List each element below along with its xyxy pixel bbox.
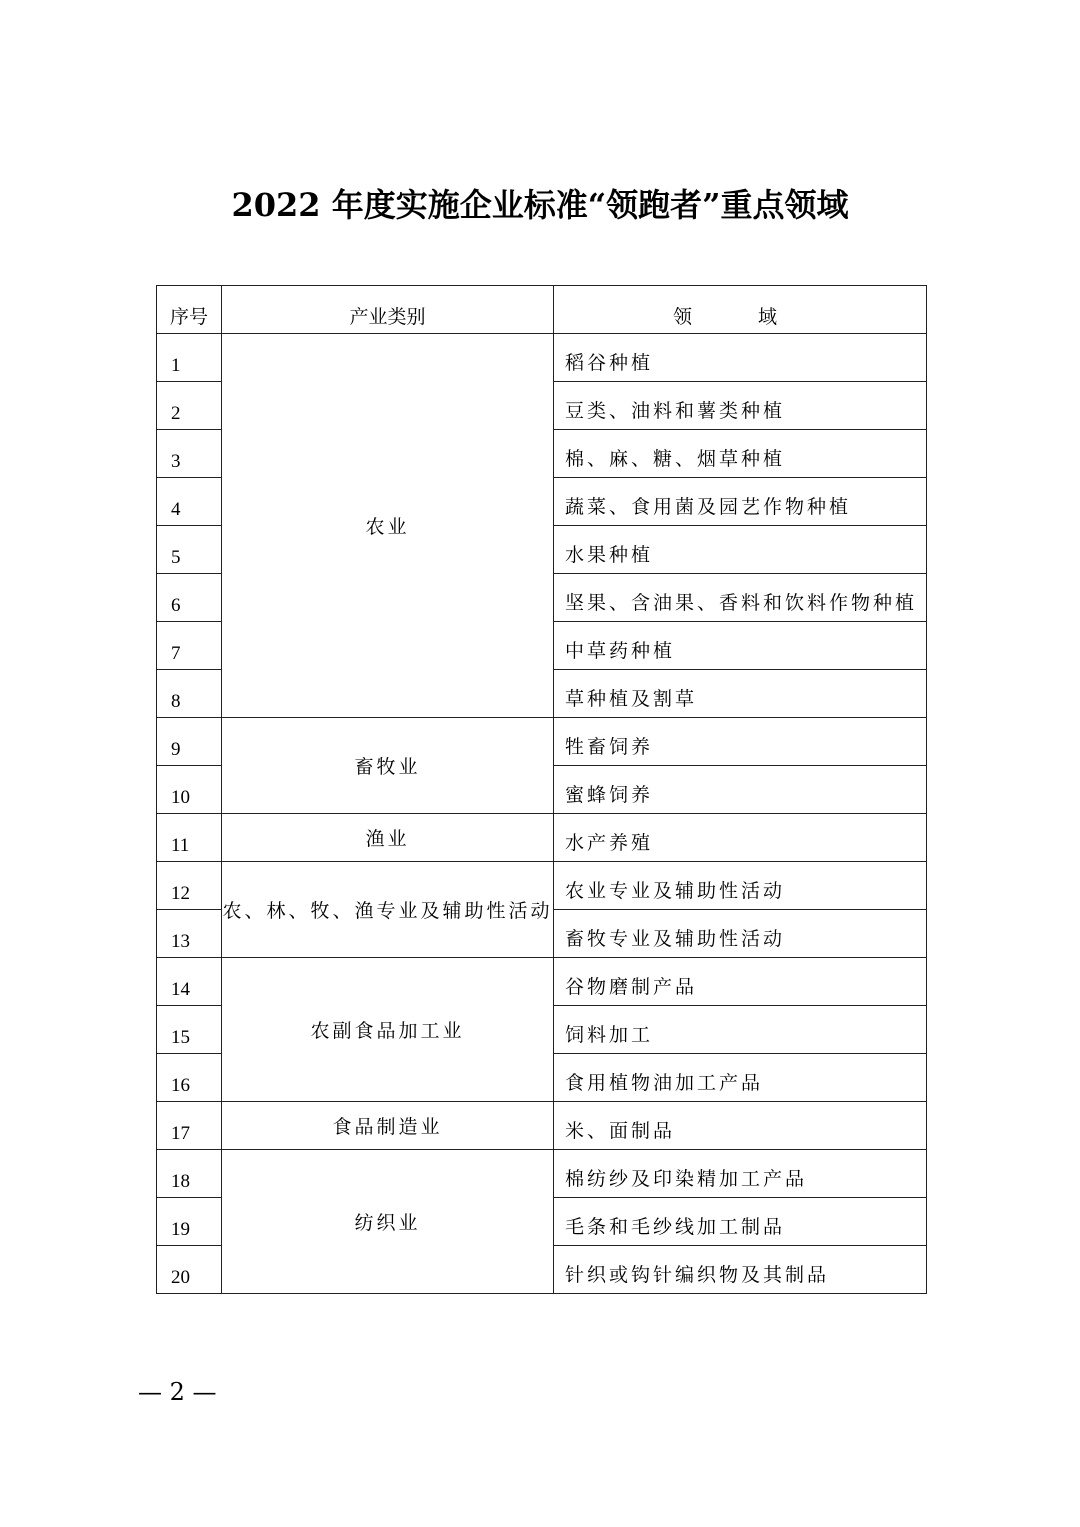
row-index: 6 bbox=[157, 574, 222, 622]
key-field: 毛条和毛纱线加工制品 bbox=[554, 1198, 927, 1246]
row-index: 11 bbox=[157, 814, 222, 862]
key-field: 针织或钩针编织物及其制品 bbox=[554, 1246, 927, 1294]
row-index: 18 bbox=[157, 1150, 222, 1198]
row-index: 1 bbox=[157, 334, 222, 382]
industry-category: 食品制造业 bbox=[222, 1102, 554, 1150]
industry-category: 农业 bbox=[222, 334, 554, 718]
table-body bbox=[157, 334, 927, 1294]
key-field: 棉、麻、糖、烟草种植 bbox=[554, 430, 927, 478]
row-index: 8 bbox=[157, 670, 222, 718]
document-title: 2022 年度实施企业标准“领跑者”重点领域 bbox=[231, 186, 849, 224]
key-field: 棉纺纱及印染精加工产品 bbox=[554, 1150, 927, 1198]
industry-category: 纺织业 bbox=[222, 1150, 554, 1294]
row-index: 17 bbox=[157, 1102, 222, 1150]
row-index: 9 bbox=[157, 718, 222, 766]
row-index: 19 bbox=[157, 1198, 222, 1246]
table-row bbox=[157, 958, 927, 1006]
key-field: 农业专业及辅助性活动 bbox=[554, 862, 927, 910]
key-field: 稻谷种植 bbox=[554, 334, 927, 382]
industry-category: 农副食品加工业 bbox=[222, 958, 554, 1102]
row-index: 2 bbox=[157, 382, 222, 430]
row-index: 4 bbox=[157, 478, 222, 526]
industry-category: 农、林、牧、渔专业及辅助性活动 bbox=[222, 862, 554, 958]
key-field: 水产养殖 bbox=[554, 814, 927, 862]
key-field: 蜜蜂饲养 bbox=[554, 766, 927, 814]
header-index: 序号 bbox=[157, 286, 222, 334]
key-field: 草种植及割草 bbox=[554, 670, 927, 718]
row-index: 10 bbox=[157, 766, 222, 814]
row-index: 15 bbox=[157, 1006, 222, 1054]
table-row bbox=[157, 862, 927, 910]
header-field: 领 域 bbox=[554, 286, 927, 334]
row-index: 16 bbox=[157, 1054, 222, 1102]
table-row bbox=[157, 334, 927, 382]
table-row bbox=[157, 718, 927, 766]
page-number: — 2 — bbox=[138, 1378, 217, 1406]
key-fields-table bbox=[156, 285, 927, 1294]
key-field: 豆类、油料和薯类种植 bbox=[554, 382, 927, 430]
row-index: 12 bbox=[157, 862, 222, 910]
row-index: 5 bbox=[157, 526, 222, 574]
key-field: 米、面制品 bbox=[554, 1102, 927, 1150]
key-field: 坚果、含油果、香料和饮料作物种植 bbox=[554, 574, 927, 622]
table-row bbox=[157, 1102, 927, 1150]
row-index: 14 bbox=[157, 958, 222, 1006]
key-field: 牲畜饲养 bbox=[554, 718, 927, 766]
industry-category: 渔业 bbox=[222, 814, 554, 862]
row-index: 7 bbox=[157, 622, 222, 670]
key-field: 饲料加工 bbox=[554, 1006, 927, 1054]
row-index: 20 bbox=[157, 1246, 222, 1294]
table-header-row bbox=[157, 286, 927, 334]
row-index: 3 bbox=[157, 430, 222, 478]
key-field: 谷物磨制产品 bbox=[554, 958, 927, 1006]
table-row bbox=[157, 814, 927, 862]
key-field: 蔬菜、食用菌及园艺作物种植 bbox=[554, 478, 927, 526]
key-field: 中草药种植 bbox=[554, 622, 927, 670]
key-field: 水果种植 bbox=[554, 526, 927, 574]
table-row bbox=[157, 1150, 927, 1198]
key-field: 畜牧专业及辅助性活动 bbox=[554, 910, 927, 958]
row-index: 13 bbox=[157, 910, 222, 958]
industry-category: 畜牧业 bbox=[222, 718, 554, 814]
header-category: 产业类别 bbox=[222, 286, 554, 334]
key-field: 食用植物油加工产品 bbox=[554, 1054, 927, 1102]
